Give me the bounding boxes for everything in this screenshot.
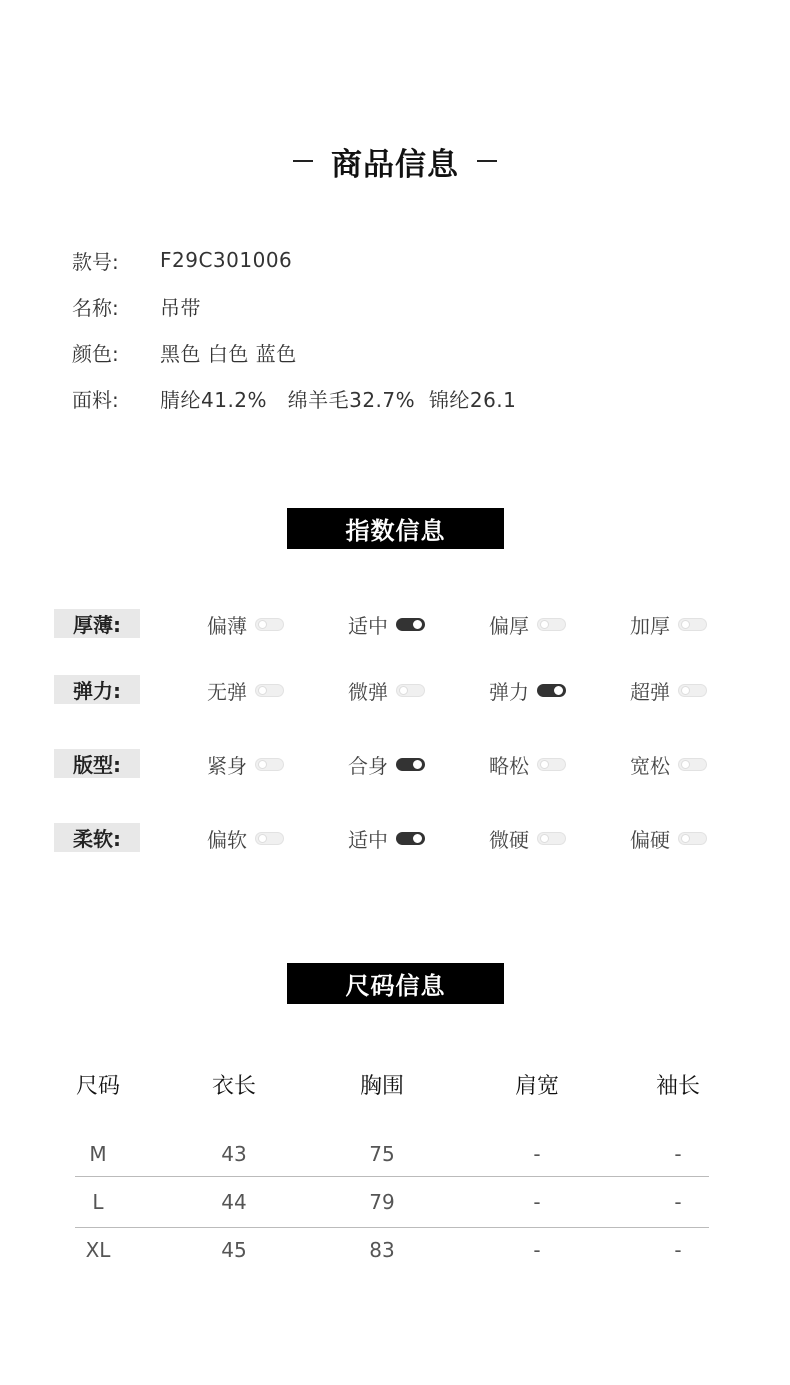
toggle-off-icon bbox=[537, 832, 566, 845]
index-option[interactable] bbox=[207, 823, 284, 853]
toggle-on-icon bbox=[396, 618, 425, 631]
index-option-label: 微弹 bbox=[348, 679, 388, 704]
index-option-label: 宽松 bbox=[630, 753, 670, 778]
info-label: 款号: bbox=[72, 249, 119, 274]
index-option-label: 偏厚 bbox=[489, 613, 529, 638]
index-option-label: 适中 bbox=[348, 613, 388, 638]
size-table-header: 尺码 bbox=[75, 1073, 120, 1099]
page-title-text: 商品信息 bbox=[331, 146, 459, 183]
index-option[interactable] bbox=[489, 823, 566, 853]
index-option-label: 超弹 bbox=[630, 679, 670, 704]
toggle-on-icon bbox=[396, 832, 425, 845]
size-table-header: 袖长 bbox=[655, 1073, 700, 1099]
size-table-cell: - bbox=[533, 1142, 541, 1166]
index-option[interactable] bbox=[630, 675, 707, 705]
toggle-off-icon bbox=[537, 618, 566, 631]
toggle-off-icon bbox=[396, 684, 425, 697]
index-section-banner: 指数信息 bbox=[287, 508, 504, 549]
info-label: 名称: bbox=[72, 295, 119, 320]
size-table-cell: - bbox=[674, 1190, 682, 1214]
index-option-label: 偏硬 bbox=[630, 827, 670, 852]
toggle-off-icon bbox=[255, 758, 284, 771]
index-label-softness: 柔软: bbox=[54, 823, 140, 852]
index-option-label: 偏薄 bbox=[207, 613, 247, 638]
index-label-fit: 版型: bbox=[54, 749, 140, 778]
toggle-on-icon bbox=[396, 758, 425, 771]
index-option-label: 偏软 bbox=[207, 827, 247, 852]
toggle-off-icon bbox=[255, 684, 284, 697]
index-option-label: 略松 bbox=[489, 753, 529, 778]
size-table-cell: 45 bbox=[221, 1238, 247, 1262]
info-value: 腈纶41.2% 绵羊毛32.7% 锦纶26.1 bbox=[160, 387, 517, 412]
page-title bbox=[0, 138, 790, 184]
info-row-fabric bbox=[72, 383, 516, 413]
info-value: F29C301006 bbox=[160, 248, 293, 272]
index-option[interactable] bbox=[348, 749, 425, 779]
size-table-cell: - bbox=[533, 1238, 541, 1262]
info-row-style-number bbox=[72, 245, 292, 275]
index-option-label: 加厚 bbox=[630, 613, 670, 638]
size-table-cell: - bbox=[674, 1142, 682, 1166]
index-option[interactable] bbox=[630, 749, 707, 779]
index-option-label: 弹力 bbox=[489, 679, 529, 704]
table-row-divider bbox=[75, 1227, 709, 1228]
toggle-off-icon bbox=[255, 832, 284, 845]
size-table-cell: M bbox=[89, 1142, 107, 1166]
size-table-header: 衣长 bbox=[211, 1073, 256, 1099]
index-option-label: 无弹 bbox=[207, 679, 247, 704]
index-option[interactable] bbox=[207, 609, 284, 639]
index-option-label: 紧身 bbox=[207, 753, 247, 778]
title-dash-left bbox=[293, 160, 313, 162]
index-option[interactable] bbox=[207, 675, 284, 705]
size-table-cell: 83 bbox=[369, 1238, 395, 1262]
index-option[interactable] bbox=[630, 823, 707, 853]
info-value: 黑色 白色 蓝色 bbox=[160, 341, 297, 366]
title-dash-right bbox=[477, 160, 497, 162]
size-table-cell: XL bbox=[85, 1238, 111, 1262]
size-table-cell: L bbox=[92, 1190, 104, 1214]
toggle-off-icon bbox=[678, 832, 707, 845]
index-option[interactable] bbox=[630, 609, 707, 639]
size-table-cell: - bbox=[533, 1190, 541, 1214]
info-row-name bbox=[72, 291, 201, 321]
toggle-off-icon bbox=[678, 758, 707, 771]
index-label-elasticity: 弹力: bbox=[54, 675, 140, 704]
size-section-banner: 尺码信息 bbox=[287, 963, 504, 1004]
size-table-cell: 44 bbox=[221, 1190, 247, 1214]
size-table-cell: 79 bbox=[369, 1190, 395, 1214]
index-option-label: 合身 bbox=[348, 753, 388, 778]
size-table-cell: - bbox=[674, 1238, 682, 1262]
info-label: 颜色: bbox=[72, 341, 119, 366]
index-option[interactable] bbox=[489, 749, 566, 779]
size-table-header: 胸围 bbox=[359, 1073, 404, 1099]
index-option[interactable] bbox=[348, 823, 425, 853]
toggle-off-icon bbox=[678, 618, 707, 631]
index-option-label: 微硬 bbox=[489, 827, 529, 852]
toggle-off-icon bbox=[255, 618, 284, 631]
index-option[interactable] bbox=[207, 749, 284, 779]
toggle-on-icon bbox=[537, 684, 566, 697]
toggle-off-icon bbox=[537, 758, 566, 771]
index-option-label: 适中 bbox=[348, 827, 388, 852]
size-table-header: 肩宽 bbox=[514, 1073, 559, 1099]
size-table-cell: 75 bbox=[369, 1142, 395, 1166]
size-table-cell: 43 bbox=[221, 1142, 247, 1166]
toggle-off-icon bbox=[678, 684, 707, 697]
index-label-thickness: 厚薄: bbox=[54, 609, 140, 638]
info-row-color bbox=[72, 337, 297, 367]
info-label: 面料: bbox=[72, 387, 119, 412]
info-value: 吊带 bbox=[160, 295, 201, 320]
index-option[interactable] bbox=[489, 609, 566, 639]
index-option[interactable] bbox=[489, 675, 566, 705]
table-row-divider bbox=[75, 1176, 709, 1177]
index-option[interactable] bbox=[348, 609, 425, 639]
index-option[interactable] bbox=[348, 675, 425, 705]
